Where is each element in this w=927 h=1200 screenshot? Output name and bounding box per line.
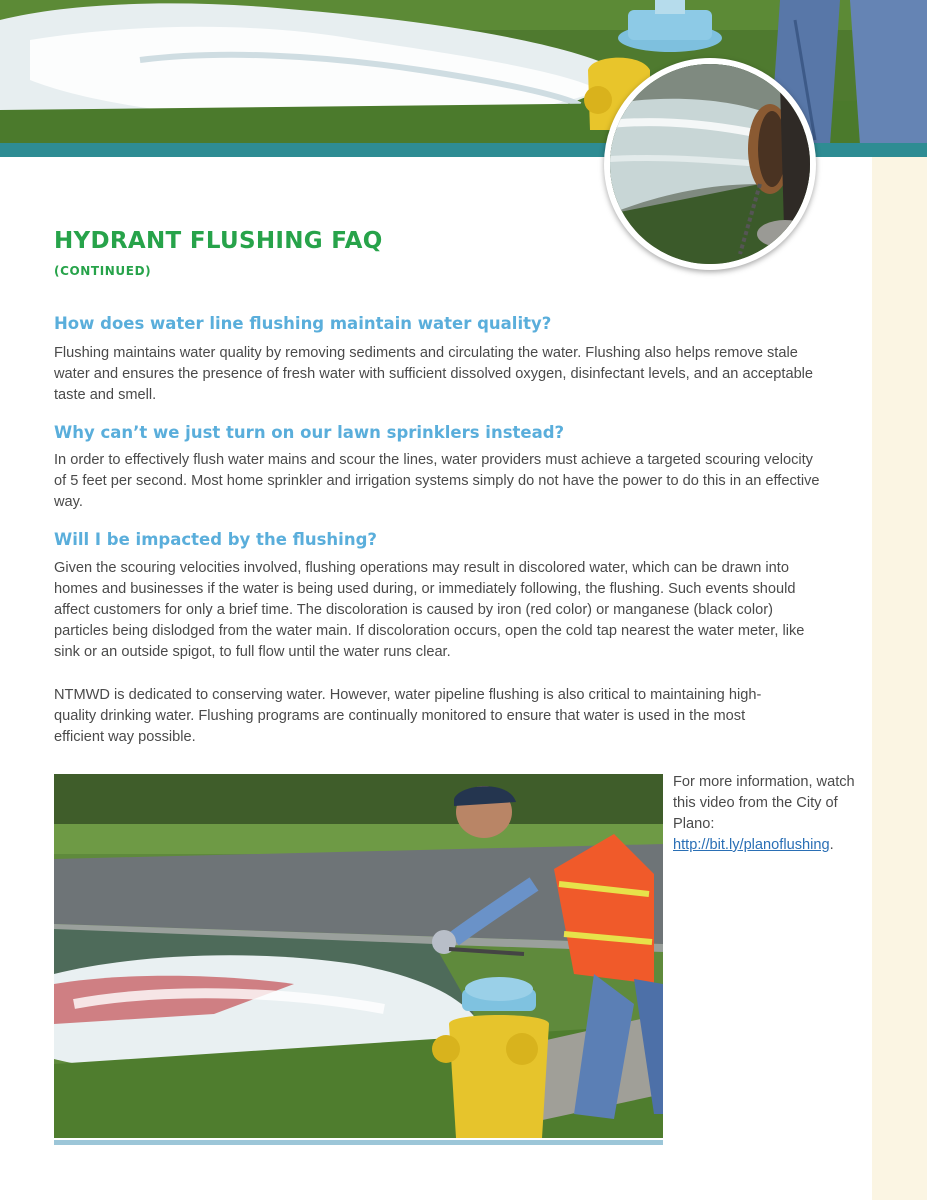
faq-question-3: Will I be impacted by the flushing? (54, 530, 377, 549)
side-strip (872, 157, 927, 1200)
faq-question-2: Why can’t we just turn on our lawn sprinklers instead? (54, 423, 565, 442)
photo-bottom-rule (54, 1140, 663, 1145)
more-info-block (673, 772, 868, 856)
conservation-note: NTMWD is dedicated to conserving water. However, water pipeline flushing is also critical to maintaining high-quality drinking water. Flushing programs are continually monitored to ensure that water is used in the most efficient way possible. (54, 687, 762, 745)
more-info-period: . (829, 837, 834, 853)
faq-answer-3: Given the scouring velocities involved, flushing operations may result in discolored water, which can be drawn into homes and businesses if the water is being used during, or immediately following, the flushing. Such events should affect customers for only a brief time. The discoloration is caused by iron (red color) or manganese (black color) particles being dislodged from the water main. If discoloration occurs, open the cold tap nearest the water meter, like sink or an outside spigot, to full flow until the water runs clear. (54, 560, 805, 660)
worker-flushing-hydrant-photo (54, 774, 663, 1138)
faq-question-1: How does water line flushing maintain water quality? (54, 314, 552, 333)
hydrant-nozzle-photo (604, 58, 816, 270)
page-title: HYDRANT FLUSHING FAQ (54, 228, 383, 254)
more-info-text: For more information, watch this video from the City of Plano: (673, 774, 855, 832)
faq-answer-1: Flushing maintains water quality by removing sediments and circulating the water. Flushing also helps remove stale water and ensures the presence of fresh water with sufficient dissolved oxygen, disinfectant levels, and an acceptable taste and smell. (54, 345, 814, 403)
plano-video-link[interactable]: http://bit.ly/planoflushing (673, 837, 830, 853)
page-subtitle: (CONTINUED) (54, 264, 152, 278)
faq-answer-2: In order to effectively flush water mains and scour the lines, water providers must achieve a targeted scouring velocity of 5 feet per second. Most home sprinkler and irrigation systems simply do not have the power to do this in an effective way. (54, 452, 820, 510)
